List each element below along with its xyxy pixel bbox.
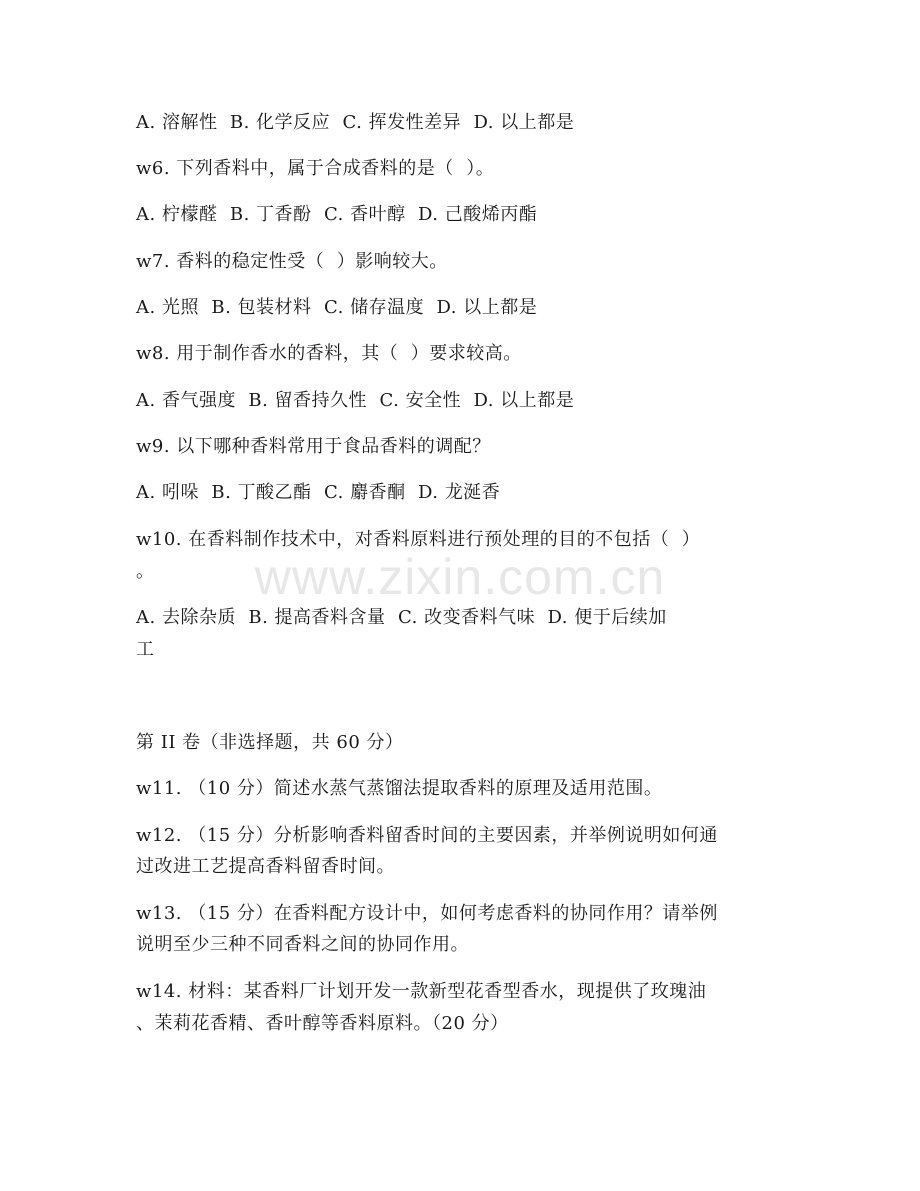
q14-question: w14. 材料：某香料厂计划开发一款新型花香型香水，现提供了玫瑰油 — [136, 981, 707, 1002]
q13-question-cont: 说明至少三种不同香料之间的协同作用。 — [136, 934, 469, 955]
q10-options: A. 去除杂质 B. 提高香料含量 C. 改变香料气味 D. 便于后续加 — [136, 607, 667, 628]
q12-question-cont: 过改进工艺提高香料留香时间。 — [136, 856, 395, 877]
q6-options: A. 柠檬醛 B. 丁香酚 C. 香叶醇 D. 己酸烯丙酯 — [136, 204, 538, 225]
q9-question: w9. 以下哪种香料常用于食品香料的调配？ — [136, 436, 491, 457]
q12-question: w12. （15 分）分析影响香料留香时间的主要因素，并举例说明如何通 — [136, 825, 718, 846]
q7-question: w7. 香料的稳定性受（ ）影响较大。 — [136, 251, 448, 272]
q7-options: A. 光照 B. 包装材料 C. 储存温度 D. 以上都是 — [136, 297, 538, 318]
q8-options: A. 香气强度 B. 留香持久性 C. 安全性 D. 以上都是 — [136, 390, 575, 411]
q5-options: A. 溶解性 B. 化学反应 C. 挥发性差异 D. 以上都是 — [136, 112, 575, 133]
q10-question-end: 。 — [136, 561, 155, 582]
section-heading: 第 II 卷（非选择题，共 60 分） — [136, 732, 404, 753]
q6-question: w6. 下列香料中，属于合成香料的是（ ）。 — [136, 158, 495, 179]
q8-question: w8. 用于制作香水的香料，其（ ）要求较高。 — [136, 343, 522, 364]
q11-question: w11. （10 分）简述水蒸气蒸馏法提取香料的原理及适用范围。 — [136, 778, 663, 799]
q10-question: w10. 在香料制作技术中，对香料原料进行预处理的目的不包括（ ） — [136, 529, 701, 550]
q10-options-end: 工 — [136, 639, 155, 660]
watermark: www.zixin.com.cn — [254, 549, 666, 605]
q9-options: A. 吲哚 B. 丁酸乙酯 C. 麝香酮 D. 龙涎香 — [136, 482, 501, 503]
q13-question: w13. （15 分）在香料配方设计中，如何考虑香料的协同作用？请举例 — [136, 903, 718, 924]
q14-question-cont: 、茉莉花香精、香叶醇等香料原料。（20 分） — [136, 1013, 509, 1034]
